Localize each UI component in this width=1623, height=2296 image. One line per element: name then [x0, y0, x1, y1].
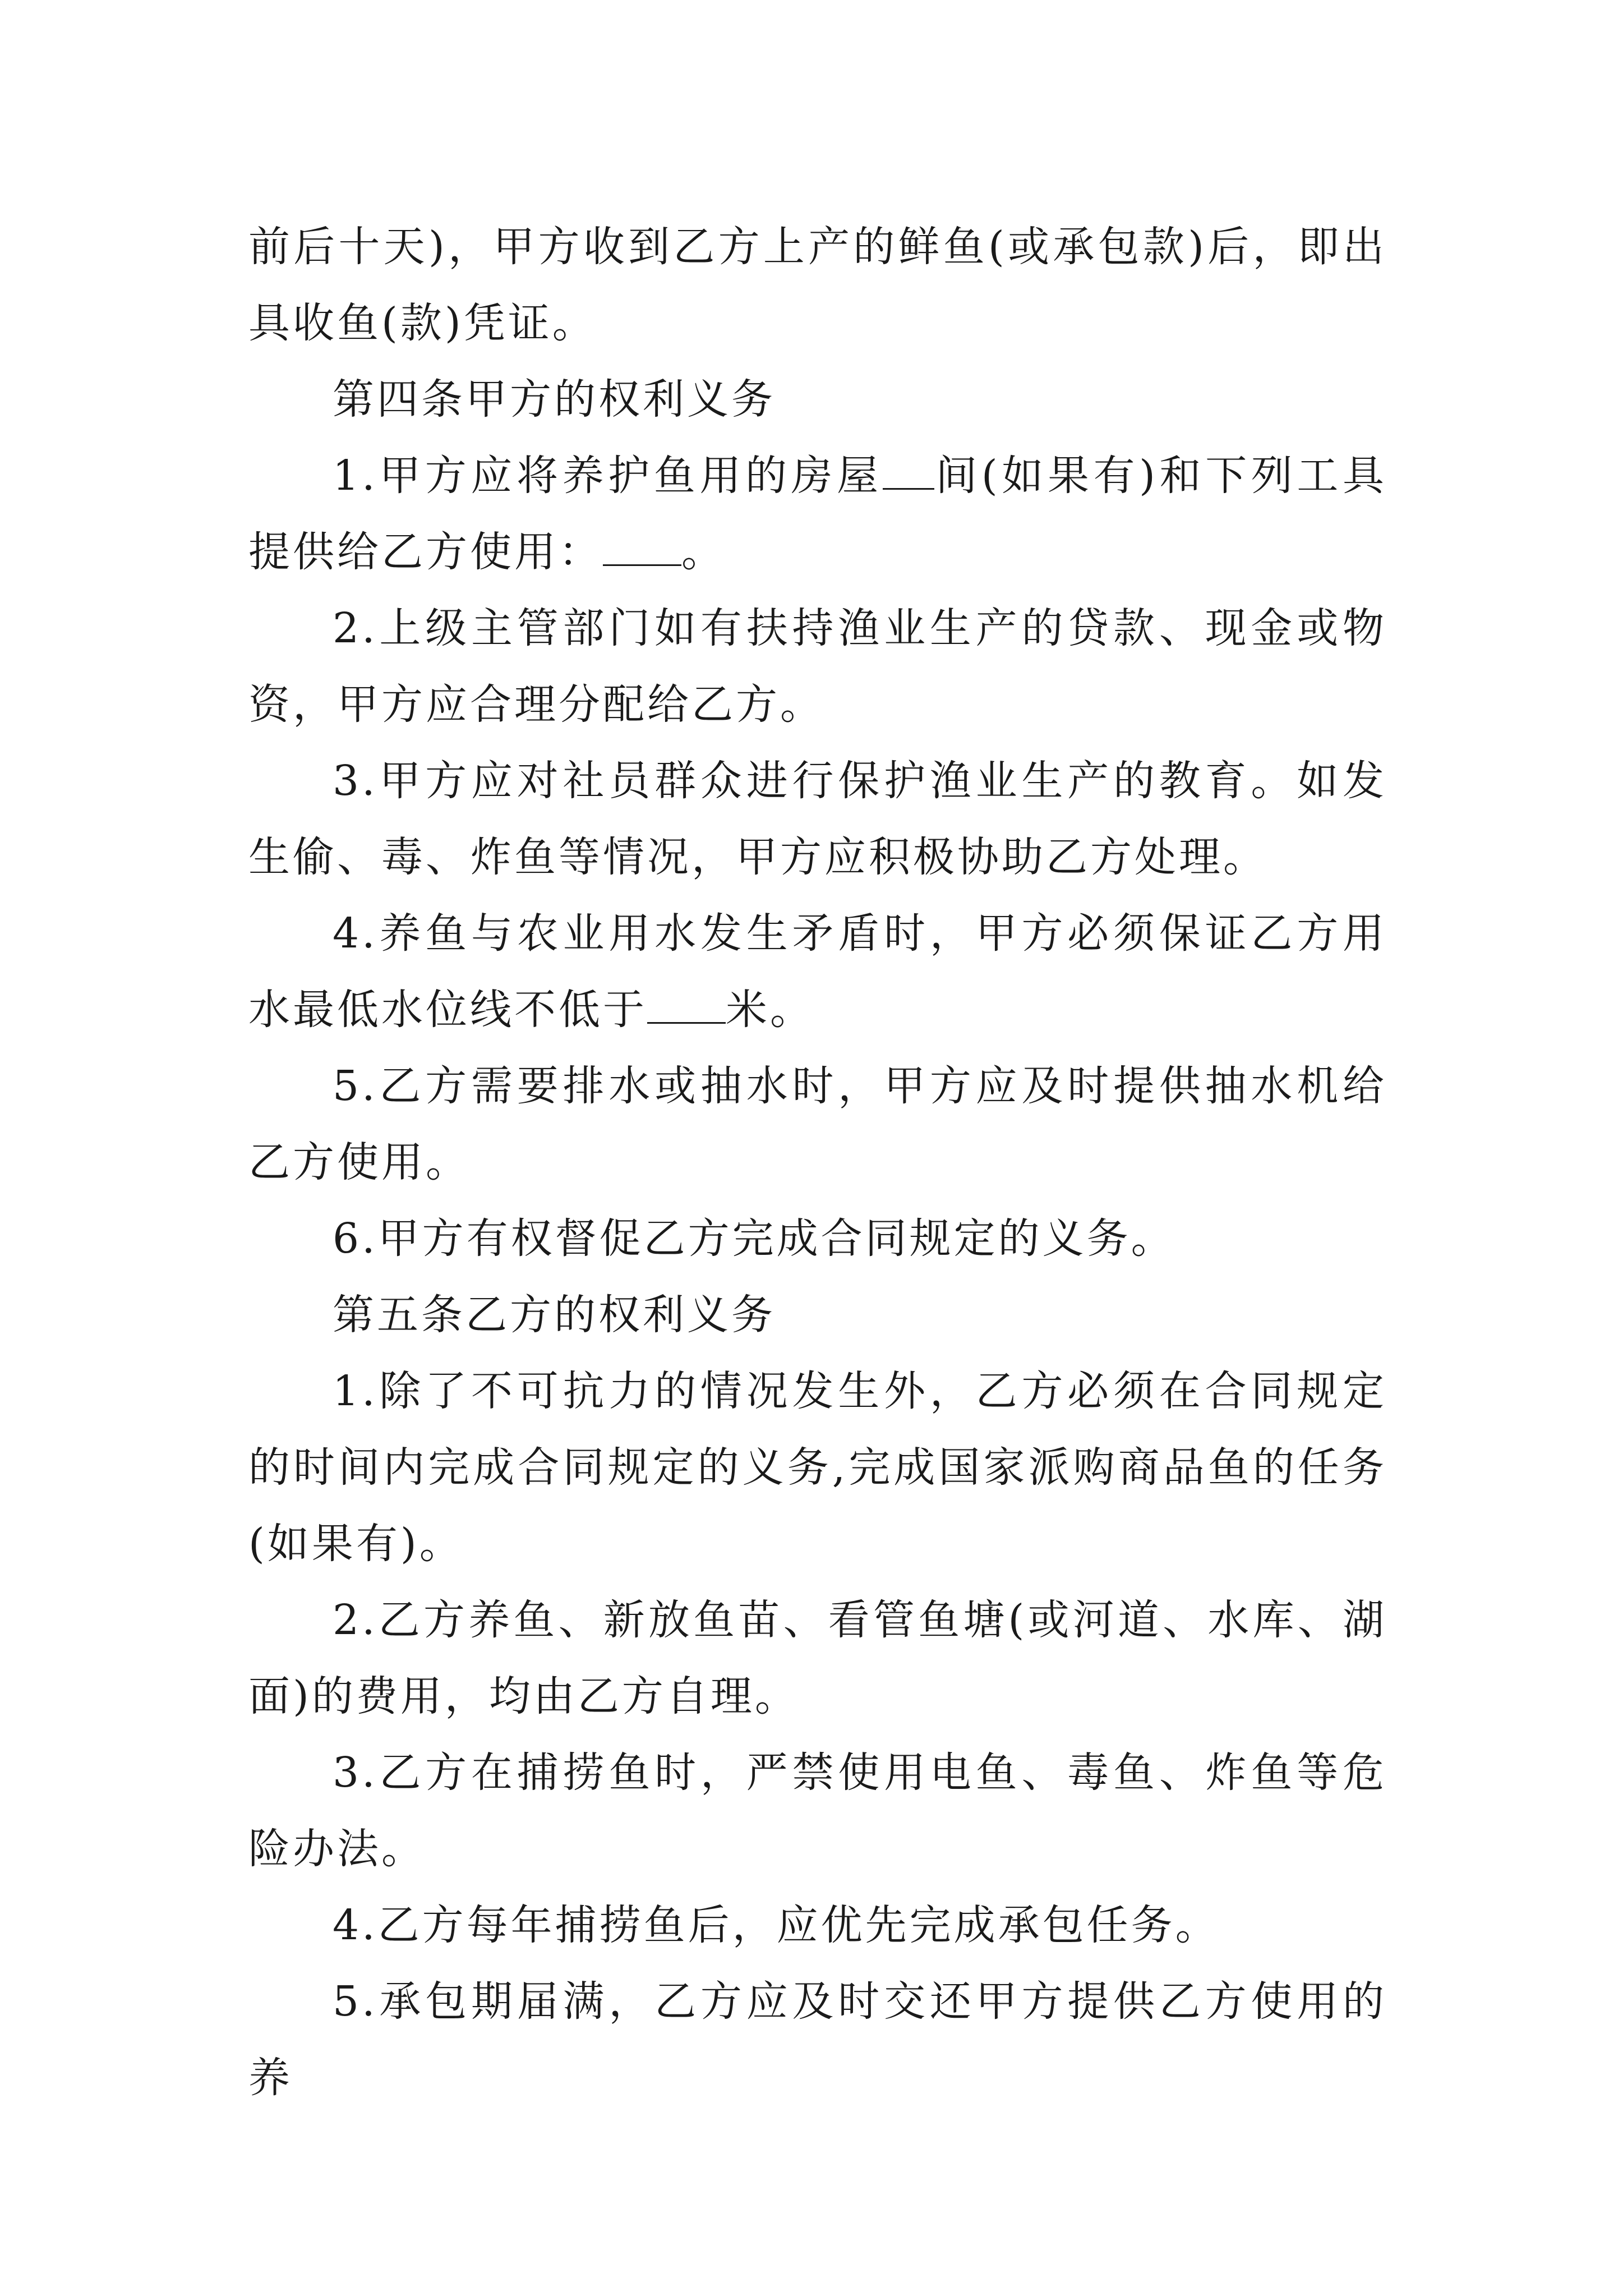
- article-4-item-4-text-a: 4.养鱼与农业用水发生矛盾时，甲方必须保证乙方用水最低水位线不低于: [248, 909, 1387, 1034]
- fill-blank-water-level: [647, 987, 726, 1024]
- article-5-item-1: 1.除了不可抗力的情况发生外，乙方必须在合同规定的时间内完成合同规定的义务,完成国家派购商品鱼的任务(如果有)。: [248, 1367, 1387, 1568]
- article-5-item-2: 2.乙方养鱼、新放鱼苗、看管鱼塘(或河道、水库、湖面)的费用，均由乙方自理。: [248, 1596, 1387, 1720]
- article-4-item-2: 2.上级主管部门如有扶持渔业生产的贷款、现金或物资，甲方应合理分配给乙方。: [248, 604, 1387, 729]
- article-4-item-1-text-b: 间(如果有)和下列工具提供给乙方使用：: [248, 452, 1387, 576]
- article-4-item-4: [248, 895, 1387, 1048]
- article-5-item-3: 3.乙方在捕捞鱼时，严禁使用电鱼、毒鱼、炸鱼等危险办法。: [248, 1749, 1387, 1873]
- fill-blank-tools: [603, 530, 681, 566]
- article-5-item-4: 4.乙方每年捕捞鱼后，应优先完成承包任务。: [333, 1901, 1220, 1949]
- article-4-item-1-text-a: 1.甲方应将养护鱼用的房屋: [333, 452, 883, 500]
- paragraph-continuation: 前后十天)，甲方收到乙方上产的鲜鱼(或承包款)后，即出具收鱼(款)凭证。: [248, 223, 1387, 347]
- fill-blank-rooms: [883, 453, 934, 490]
- article-4-item-4-text-b: 米。: [726, 986, 814, 1034]
- article-4-item-1-text-c: 。: [681, 528, 726, 576]
- article-5-item-5: 5.承包期届满，乙方应及时交还甲方提供乙方使用的养: [248, 1977, 1387, 2102]
- article-4-item-5: 5.乙方需要排水或抽水时，甲方应及时提供抽水机给乙方使用。: [248, 1062, 1387, 1186]
- article-4-item-1: [248, 438, 1387, 590]
- article-5-heading: 第五条乙方的权利义务: [333, 1291, 776, 1339]
- article-4-item-6: 6.甲方有权督促乙方完成合同规定的义务。: [333, 1214, 1175, 1263]
- article-4-heading: 第四条甲方的权利义务: [333, 375, 776, 424]
- article-4-item-3: 3.甲方应对社员群众进行保护渔业生产的教育。如发生偷、毒、炸鱼等情况，甲方应积极协助乙方处理。: [248, 757, 1387, 881]
- document-body: [248, 209, 1387, 2116]
